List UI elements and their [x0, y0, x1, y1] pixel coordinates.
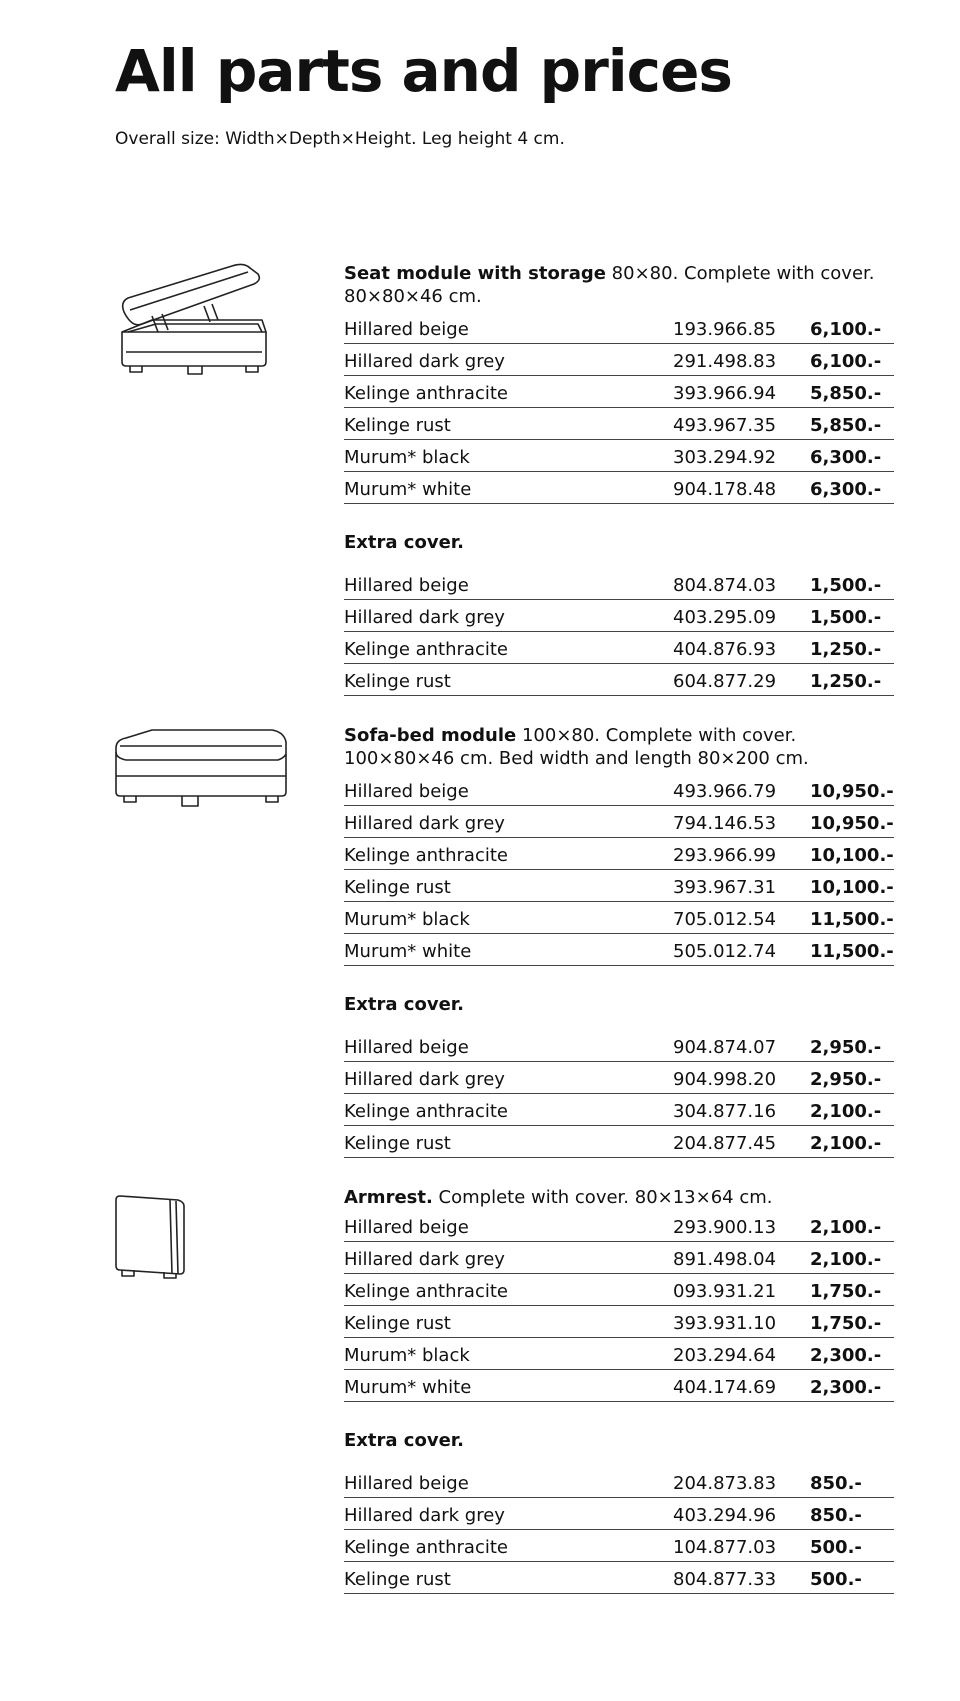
price-cell: 1,500.- [810, 575, 882, 596]
color-cell: Murum* black [344, 447, 470, 468]
color-cell: Hillared beige [344, 781, 469, 802]
article-number-cell: 904.874.07 [673, 1037, 777, 1058]
table-row [344, 632, 894, 664]
table-row [344, 1562, 894, 1594]
table-row [344, 1126, 894, 1158]
price-cell: 2,300.- [810, 1377, 882, 1398]
sofa-bed-module-illustration [112, 726, 292, 816]
price-cell: 2,100.- [810, 1217, 882, 1238]
color-cell: Kelinge rust [344, 671, 451, 692]
article-number-cell: 891.498.04 [673, 1249, 777, 1270]
table-row [344, 344, 894, 376]
price-cell: 5,850.- [810, 383, 882, 404]
table-row [344, 870, 894, 902]
color-cell: Kelinge rust [344, 1313, 451, 1334]
article-number-cell: 804.877.33 [673, 1569, 777, 1590]
extra-cover-label: Extra cover. [344, 1430, 464, 1451]
table-row [344, 600, 894, 632]
table-row [344, 934, 894, 966]
price-cell: 2,300.- [810, 1345, 882, 1366]
table-row [344, 1242, 894, 1274]
seat-module-storage-illustration [112, 262, 282, 382]
price-cell: 2,100.- [810, 1133, 882, 1154]
article-number-cell: 204.873.83 [673, 1473, 777, 1494]
table-row [344, 440, 894, 472]
article-number-cell: 393.966.94 [673, 383, 777, 404]
article-number-cell: 404.876.93 [673, 639, 777, 660]
table-row [344, 472, 894, 504]
page-title: All parts and prices [115, 37, 732, 105]
article-number-cell: 303.294.92 [673, 447, 777, 468]
table-row [344, 568, 894, 600]
article-number-cell: 403.294.96 [673, 1505, 777, 1526]
section-heading [344, 1186, 904, 1209]
price-cell: 1,500.- [810, 607, 882, 628]
product-name: Armrest. [344, 1187, 433, 1208]
price-cell: 850.- [810, 1473, 862, 1494]
table-row [344, 902, 894, 934]
price-cell: 2,950.- [810, 1069, 882, 1090]
price-cell: 1,750.- [810, 1281, 882, 1302]
color-cell: Kelinge anthracite [344, 845, 508, 866]
article-number-cell: 505.012.74 [673, 941, 777, 962]
table-row [344, 1498, 894, 1530]
price-cell: 10,950.- [810, 813, 894, 834]
article-number-cell: 904.178.48 [673, 479, 777, 500]
price-cell: 10,100.- [810, 845, 894, 866]
color-cell: Murum* white [344, 1377, 472, 1398]
article-number-cell: 493.966.79 [673, 781, 777, 802]
color-cell: Hillared beige [344, 1217, 469, 1238]
article-number-cell: 193.966.85 [673, 319, 777, 340]
article-number-cell: 393.967.31 [673, 877, 777, 898]
table-row [344, 408, 894, 440]
price-cell: 1,250.- [810, 671, 882, 692]
color-cell: Kelinge rust [344, 1133, 451, 1154]
price-cell: 5,850.- [810, 415, 882, 436]
price-cell: 500.- [810, 1569, 862, 1590]
price-cell: 2,950.- [810, 1037, 882, 1058]
table-row [344, 1274, 894, 1306]
product-description: 80×80. Complete with cover. [605, 263, 875, 284]
color-cell: Kelinge rust [344, 877, 451, 898]
product-description: Complete with cover. 80×13×64 cm. [432, 1187, 773, 1208]
article-number-cell: 804.874.03 [673, 575, 777, 596]
color-cell: Hillared beige [344, 1037, 469, 1058]
article-number-cell: 404.174.69 [673, 1377, 777, 1398]
table-row [344, 838, 894, 870]
color-cell: Kelinge rust [344, 1569, 451, 1590]
color-cell: Kelinge anthracite [344, 1281, 508, 1302]
article-number-cell: 203.294.64 [673, 1345, 777, 1366]
color-cell: Murum* black [344, 1345, 470, 1366]
color-cell: Murum* black [344, 909, 470, 930]
color-cell: Kelinge anthracite [344, 383, 508, 404]
color-cell: Hillared dark grey [344, 1069, 505, 1090]
section-heading [344, 724, 904, 770]
article-number-cell: 293.900.13 [673, 1217, 777, 1238]
price-table [344, 1210, 894, 1402]
table-row [344, 1062, 894, 1094]
price-table [344, 774, 894, 966]
article-number-cell: 403.295.09 [673, 607, 777, 628]
extra-cover-label: Extra cover. [344, 994, 464, 1015]
color-cell: Kelinge anthracite [344, 1101, 508, 1122]
article-number-cell: 393.931.10 [673, 1313, 777, 1334]
article-number-cell: 304.877.16 [673, 1101, 777, 1122]
article-number-cell: 904.998.20 [673, 1069, 777, 1090]
table-row [344, 376, 894, 408]
color-cell: Kelinge anthracite [344, 639, 508, 660]
extra-cover-table [344, 568, 894, 696]
color-cell: Hillared beige [344, 1473, 469, 1494]
table-row [344, 1338, 894, 1370]
table-row [344, 664, 894, 696]
article-number-cell: 093.931.21 [673, 1281, 777, 1302]
product-dimensions: 100×80×46 cm. Bed width and length 80×200 cm. [344, 748, 809, 769]
product-dimensions: 80×80×46 cm. [344, 286, 482, 307]
price-cell: 6,300.- [810, 479, 882, 500]
product-name: Sofa-bed module [344, 725, 517, 746]
price-cell: 2,100.- [810, 1249, 882, 1270]
price-cell: 1,750.- [810, 1313, 882, 1334]
color-cell: Hillared dark grey [344, 351, 505, 372]
table-row [344, 1370, 894, 1402]
price-cell: 10,100.- [810, 877, 894, 898]
table-row [344, 1306, 894, 1338]
table-row [344, 1030, 894, 1062]
price-cell: 10,950.- [810, 781, 894, 802]
table-row [344, 1466, 894, 1498]
table-row [344, 1094, 894, 1126]
table-row [344, 774, 894, 806]
color-cell: Hillared dark grey [344, 813, 505, 834]
extra-cover-label: Extra cover. [344, 532, 464, 553]
price-cell: 1,250.- [810, 639, 882, 660]
price-cell: 2,100.- [810, 1101, 882, 1122]
table-row [344, 1210, 894, 1242]
color-cell: Murum* white [344, 479, 472, 500]
color-cell: Hillared beige [344, 575, 469, 596]
price-cell: 11,500.- [810, 909, 894, 930]
price-cell: 6,300.- [810, 447, 882, 468]
color-cell: Hillared dark grey [344, 607, 505, 628]
page-subtitle: Overall size: Width×Depth×Height. Leg height 4 cm. [115, 129, 565, 149]
article-number-cell: 204.877.45 [673, 1133, 777, 1154]
section-heading [344, 262, 904, 308]
extra-cover-table [344, 1030, 894, 1158]
color-cell: Murum* white [344, 941, 472, 962]
color-cell: Hillared dark grey [344, 1505, 505, 1526]
color-cell: Kelinge rust [344, 415, 451, 436]
article-number-cell: 104.877.03 [673, 1537, 777, 1558]
article-number-cell: 293.966.99 [673, 845, 777, 866]
price-cell: 6,100.- [810, 319, 882, 340]
table-row [344, 1530, 894, 1562]
article-number-cell: 493.967.35 [673, 415, 777, 436]
table-row [344, 806, 894, 838]
color-cell: Hillared beige [344, 319, 469, 340]
article-number-cell: 705.012.54 [673, 909, 777, 930]
product-name: Seat module with storage [344, 263, 606, 284]
price-cell: 850.- [810, 1505, 862, 1526]
product-description: 100×80. Complete with cover. [516, 725, 797, 746]
price-cell: 500.- [810, 1537, 862, 1558]
extra-cover-table [344, 1466, 894, 1594]
article-number-cell: 794.146.53 [673, 813, 777, 834]
price-cell: 11,500.- [810, 941, 894, 962]
price-table [344, 312, 894, 504]
article-number-cell: 604.877.29 [673, 671, 777, 692]
color-cell: Kelinge anthracite [344, 1537, 508, 1558]
article-number-cell: 291.498.83 [673, 351, 777, 372]
color-cell: Hillared dark grey [344, 1249, 505, 1270]
price-cell: 6,100.- [810, 351, 882, 372]
table-row [344, 312, 894, 344]
armrest-illustration [112, 1192, 192, 1282]
